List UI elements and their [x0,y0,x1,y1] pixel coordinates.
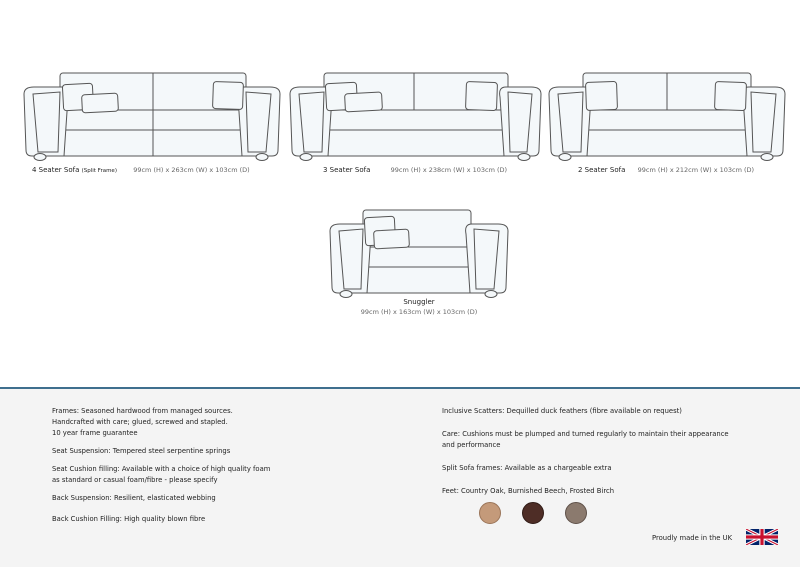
sofa-name: 4 Seater Sofa [32,166,80,174]
spec-care-line2: and performance [442,441,501,449]
sofa-dimensions: 99cm (H) x 212cm (W) x 103cm (D) [637,166,755,174]
specifications-panel [0,387,800,567]
spec-frames-line2: Handcrafted with care; glued, screwed and stapled. [52,418,228,426]
sofa-name: Snuggler [403,298,435,306]
sofa-3-seater-illustration [288,72,543,164]
sofa-snuggler-caption [339,298,499,316]
sofa-dimensions: 99cm (H) x 238cm (W) x 103cm (D) [390,166,508,174]
uk-flag-icon [746,528,778,550]
spec-scatters: Inclusive Scatters: Dequilled duck feathers (fibre available on request) [442,407,682,415]
sofa-4-seater-illustration [22,72,282,164]
sofa-3-seater-caption [323,166,507,174]
sofa-4-seater-caption [32,166,250,174]
spec-back-cushion: Back Cushion Filling: High quality blown fibre [52,515,206,523]
spec-seat-cushion-line2: as standard or casual foam/fibre - please specify [52,476,218,484]
spec-seat-suspension: Seat Suspension: Tempered steel serpentine springs [52,447,231,455]
made-in-uk-text: Proudly made in the UK [652,534,733,542]
spec-care-line1: Care: Cushions must be plumped and turned regularly to maintain their appearance [442,430,729,438]
sofa-name: 2 Seater Sofa [578,166,626,174]
specs-left-column [52,406,392,525]
swatch-country-oak [479,502,501,524]
sofa-4-seater [22,72,282,164]
spec-back-suspension: Back Suspension: Resilient, elasticated webbing [52,494,216,502]
spec-frames-line3: 10 year frame guarantee [52,429,138,437]
sofa-3-seater [288,72,543,164]
sofa-snuggler [328,209,510,301]
sofa-name: 3 Seater Sofa [323,166,371,174]
sofa-2-seater-caption [578,166,754,174]
sofa-2-seater [547,72,787,164]
sofa-snuggler-illustration [328,209,510,301]
sofa-2-seater-illustration [547,72,787,164]
swatch-burnished-beech [522,502,544,524]
sofa-dimensions: 99cm (H) x 263cm (W) x 103cm (D) [133,166,250,174]
spec-feet: Feet: Country Oak, Burnished Beech, Frosted Birch [442,487,615,495]
spec-frames-line1: Frames: Seasoned hardwood from managed sources. [52,407,233,415]
specs-right-column [442,406,782,497]
spec-split-frames: Split Sofa frames: Available as a chargeable extra [442,464,612,472]
swatch-frosted-birch [565,502,587,524]
sofa-frame-note: (Split Frame) [81,168,117,174]
sofa-dimensions: 99cm (H) x 163cm (W) x 103cm (D) [360,308,478,316]
spec-seat-cushion-line1: Seat Cushion filling: Available with a choice of high quality foam [52,465,271,473]
